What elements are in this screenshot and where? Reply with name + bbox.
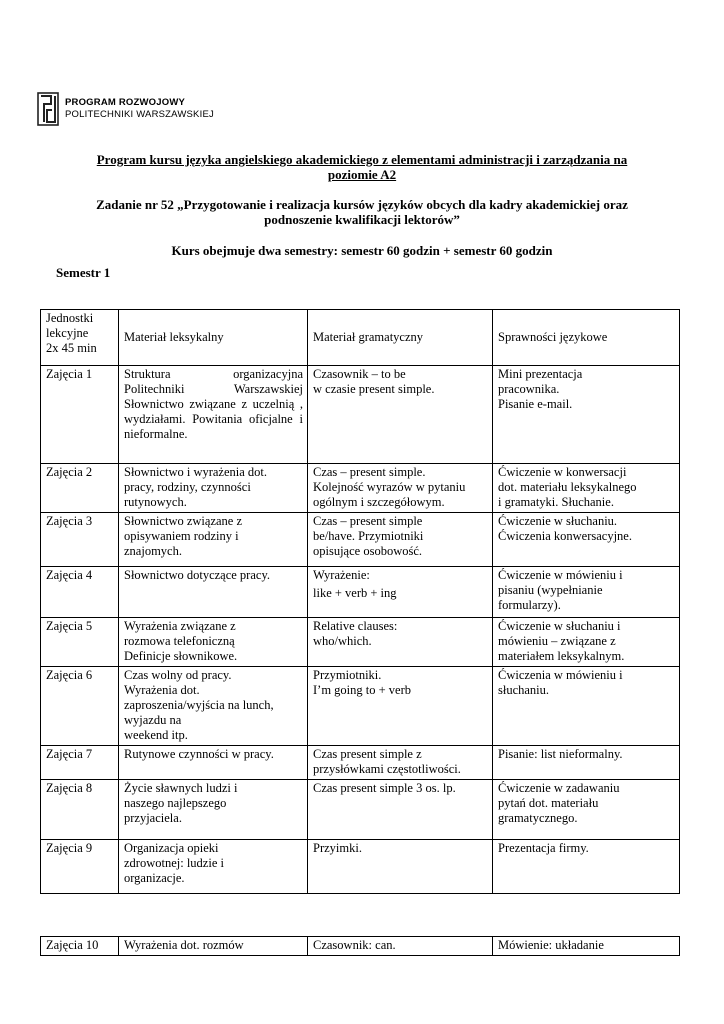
lexical-cell: Słownictwo dotyczące pracy. [119, 567, 308, 618]
grammar-cell: Czasownik – to be w czasie present simple. [308, 366, 493, 464]
table-row [41, 937, 680, 956]
unit-cell: Zajęcia 1 [41, 366, 119, 464]
table-row [41, 618, 680, 667]
lexical-cell: Życie sławnych ludzi i naszego najlepszego przyjaciela. [119, 780, 308, 840]
header-grammar: Materiał gramatyczny [308, 310, 493, 366]
grammar-cell: Czas present simple 3 os. lp. [308, 780, 493, 840]
skills-cell: Ćwiczenie w mówieniu i pisaniu (wypełnianie formularzy). [493, 567, 680, 618]
skills-cell: Ćwiczenia w mówieniu i słuchaniu. [493, 667, 680, 746]
logo-line-2: POLITECHNIKI WARSZAWSKIEJ [65, 109, 214, 120]
syllabus-table-continued [40, 936, 680, 956]
lexical-cell: Wyrażenia związane z rozmowa telefoniczną Definicje słownikowe. [119, 618, 308, 667]
lexical-cell: Rutynowe czynności w pracy. [119, 746, 308, 780]
lexical-cell: Struktura organizacyjna Politechniki Warszawskiej Słownictwo związane z uczelnią , wydziałami. Powitania oficjalne i nieformalne. [119, 366, 308, 464]
unit-cell: Zajęcia 6 [41, 667, 119, 746]
skills-cell: Mówienie: układanie [493, 937, 680, 956]
unit-cell: Zajęcia 5 [41, 618, 119, 667]
course-info: Kurs obejmuje dwa semestry: semestr 60 godzin + semestr 60 godzin [171, 243, 553, 258]
skills-cell: Prezentacja firmy. [493, 840, 680, 894]
unit-cell: Zajęcia 9 [41, 840, 119, 894]
unit-cell: Zajęcia 4 [41, 567, 119, 618]
skills-cell: Ćwiczenie w zadawaniu pytań dot. materiału gramatycznego. [493, 780, 680, 840]
header-lexical: Materiał leksykalny [119, 310, 308, 366]
header-skills: Sprawności językowe [493, 310, 680, 366]
header-units: Jednostki lekcyjne 2x 45 min [41, 310, 119, 366]
grammar-cell: Czasownik: can. [308, 937, 493, 956]
lexical-cell: Słownictwo i wyrażenia dot. pracy, rodziny, czynności rutynowych. [119, 464, 308, 513]
table-row [41, 513, 680, 567]
logo-text [65, 97, 214, 121]
unit-cell: Zajęcia 10 [41, 937, 119, 956]
semester-label: Semestr 1 [56, 265, 111, 280]
grammar-cell: Czas – present simple. Kolejność wyrazów w pytaniu ogólnym i szczegółowym. [308, 464, 493, 513]
grammar-cell: Wyrażenie: like + verb + ing [308, 567, 493, 618]
grammar-cell: Czas – present simple be/have. Przymiotniki opisujące osobowość. [308, 513, 493, 567]
grammar-cell: Przymiotniki. I’m going to + verb [308, 667, 493, 746]
table-row [41, 464, 680, 513]
table-row [41, 746, 680, 780]
task-heading: Zadanie nr 52 „Przygotowanie i realizacja kursów języków obcych dla kadry akademickiej oraz podnoszenie kwalifikacji lektorów” [96, 197, 628, 227]
unit-cell: Zajęcia 3 [41, 513, 119, 567]
table-header-row [41, 310, 680, 366]
pw-logo-icon [37, 92, 59, 126]
grammar-cell: Relative clauses: who/which. [308, 618, 493, 667]
document-title: Program kursu języka angielskiego akademickiego z elementami administracji i zarządzania na poziomie A2 [96, 152, 628, 182]
unit-cell: Zajęcia 2 [41, 464, 119, 513]
skills-cell: Ćwiczenie w konwersacji dot. materiału leksykalnego i gramatyki. Słuchanie. [493, 464, 680, 513]
lexical-cell: Czas wolny od pracy. Wyrażenia dot. zaproszenia/wyjścia na lunch, wyjazdu na weekend itp. [119, 667, 308, 746]
lexical-cell: Wyrażenia dot. rozmów [119, 937, 308, 956]
syllabus-table [40, 309, 680, 894]
unit-cell: Zajęcia 7 [41, 746, 119, 780]
skills-cell: Mini prezentacja pracownika. Pisanie e-mail. [493, 366, 680, 464]
lexical-cell: Słownictwo związane z opisywaniem rodziny i znajomych. [119, 513, 308, 567]
table-row [41, 667, 680, 746]
table-row [41, 567, 680, 618]
logo-line-1: PROGRAM ROZWOJOWY [65, 97, 186, 108]
unit-cell: Zajęcia 8 [41, 780, 119, 840]
skills-cell: Pisanie: list nieformalny. [493, 746, 680, 780]
table-row [41, 840, 680, 894]
skills-cell: Ćwiczenie w słuchaniu. Ćwiczenia konwersacyjne. [493, 513, 680, 567]
grammar-cell: Czas present simple z przysłówkami częstotliwości. [308, 746, 493, 780]
lexical-cell: Organizacja opieki zdrowotnej: ludzie i organizacje. [119, 840, 308, 894]
table-row [41, 366, 680, 464]
program-logo [37, 90, 214, 128]
grammar-cell: Przyimki. [308, 840, 493, 894]
skills-cell: Ćwiczenie w słuchaniu i mówieniu – związane z materiałem leksykalnym. [493, 618, 680, 667]
table-row [41, 780, 680, 840]
